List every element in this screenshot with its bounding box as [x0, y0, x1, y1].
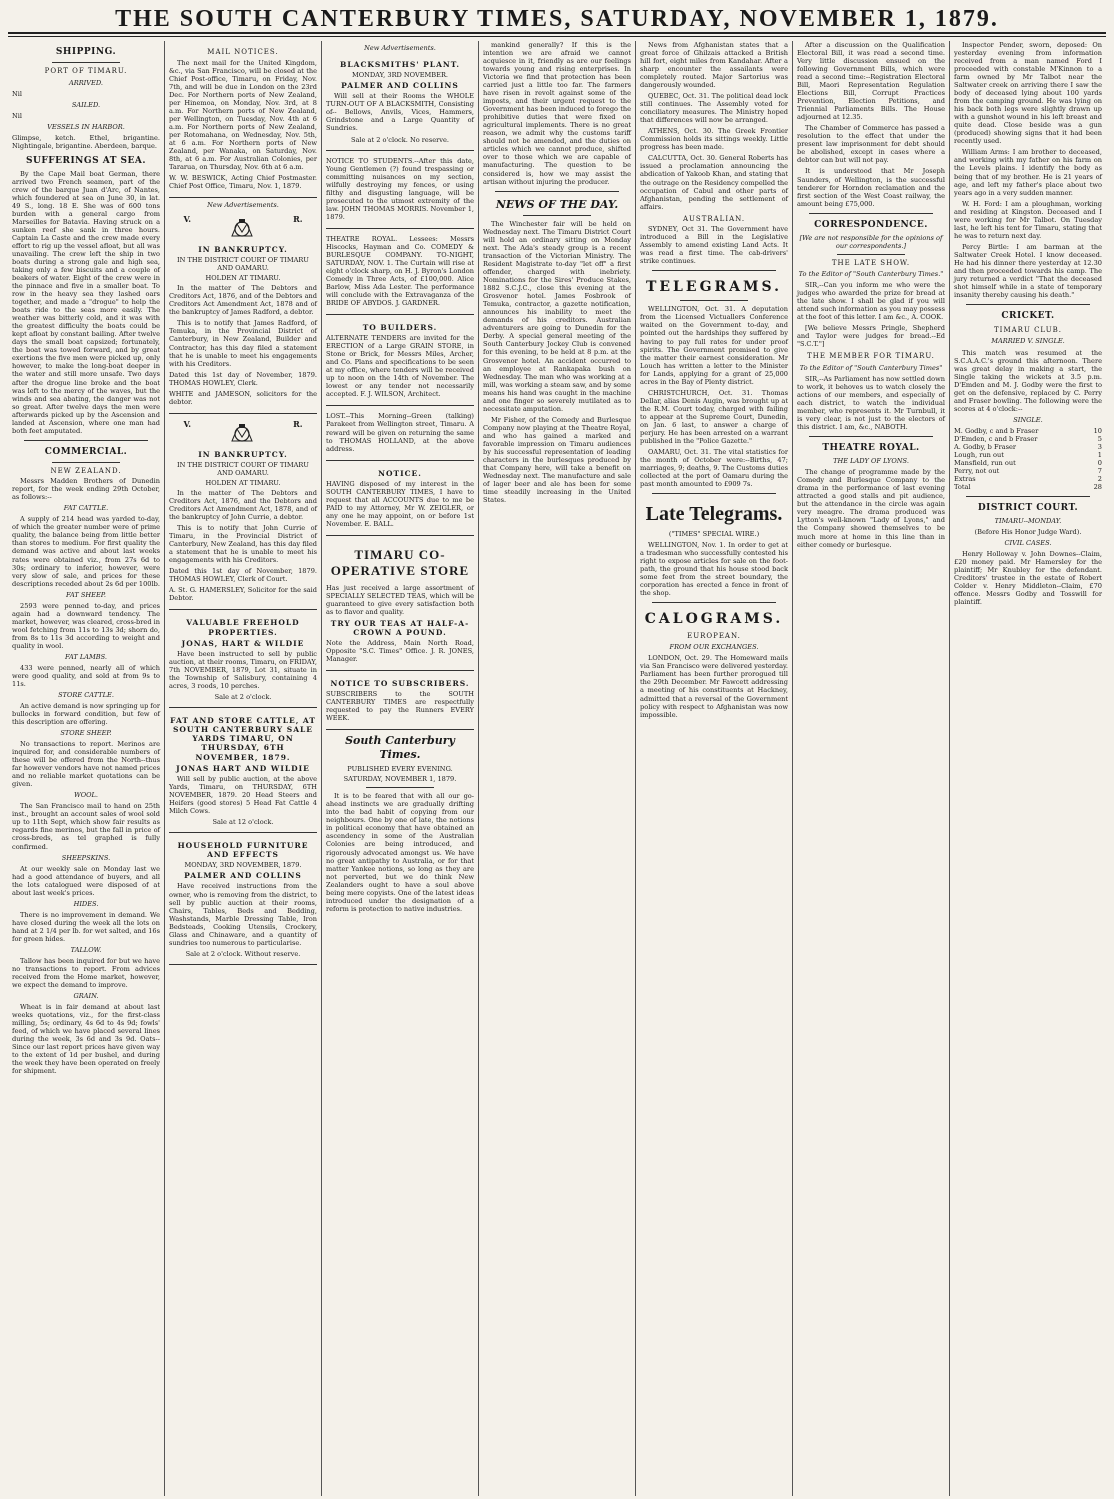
freehold-sale-time: Sale at 2 o'clock. — [214, 692, 272, 701]
late-show-reply: [We believe Messrs Pringle, Shepherd and Taylor were judges for bread.--Ed "S.C.T."] — [797, 324, 945, 349]
sailed-label: SAILED. — [71, 100, 101, 109]
arrived-value: Nil — [12, 89, 22, 98]
batsman-runs: 0 — [1097, 458, 1102, 467]
bankruptcy-1-solicitors: WHITE and JAMESON, solicitors for the debtor. — [169, 389, 317, 406]
score-list — [954, 427, 1102, 483]
household-auctioneers: PALMER AND COLLINS — [184, 871, 302, 881]
grain-heading: GRAIN. — [73, 992, 99, 1000]
students-notice-ad — [326, 154, 474, 229]
store-text: Has just received a large assortment of SPECIALLY SELECTED TEAS, which will be guaranteed to give every satisfaction both as to flavor and quality. — [326, 583, 474, 616]
bankruptcy-1-notice: This is to notify that James Radford, of Temuka, in the Provincial District of Canterbury, in New Zealand, Builder and Contractor, has this day filed a statement that he is unable to meet his engagements with his Creditors. — [169, 319, 317, 368]
score-row — [954, 451, 1102, 459]
oamaru-item: OAMARU, Oct. 31. The vital statistics for the month of October were:--Births, 47; marriages, 9; deaths, 9. The Customs duties collected at the port of Oamaru during the past month amounted to £909 7s. — [640, 447, 788, 489]
theatre-heading: THEATRE ROYAL. — [822, 443, 920, 454]
bankruptcy-1-heading: IN BANKRUPTCY. — [198, 245, 288, 255]
news-text-2: Mr Fisher, of the Comedy and Burlesque Company now playing at the Theatre Royal, and who has gained a marked and favorable impression on Timaru audiences by his successful representation of leading characters in the burlesques produced by that Company here, will take a benefit on Wednesday next. The manufacture and sale of lager beer and ale has been for some time steadily increasing in the United States. — [483, 415, 631, 505]
freehold-auctioneers: JONAS, HART & WILDIE — [181, 638, 305, 648]
australian-heading: AUSTRALIAN. — [682, 214, 746, 223]
royal-crest-icon — [227, 218, 257, 240]
late-show-to: To the Editor of "South Canterbury Times." — [798, 270, 944, 279]
bankruptcy-ad-1 — [169, 212, 317, 414]
columns — [8, 41, 1106, 1496]
notice-text: HAVING disposed of my interest in the SOUTH CANTERBURY TIMES, I have to request that all ACCOUNTS due to me be PAID to my Attorney, Mr W. ZEIGLER, or any one he may appoint, on or before 1st November. E. BALL. — [326, 479, 474, 528]
late-wellington-item: WELLINGTON, Nov. 1. In order to get at a tradesman who successfully contested his right to expose articles for sale on the foot-path, the ground that his house stood back some feet from the street boundary, the corporation has erected a fence in front of the shop. — [640, 540, 788, 597]
leader-article: It is to be feared that with all our go-ahead instincts we are gradually drifting into the bad habit of copying from our neighbours. One by one of late, the notions in political economy that have obtained an ascendency in some of the Australian Colonies are being introduced, and rigorously advocated amongst us. We have no great antipathy to Australia, or for that matter Yankee notions, so long as they are not perverted, but we do think New Zealanders ought to have a soul above being mere copyists. One of the latest ideas introduced under the designation of a reform is protection to native industries. — [326, 792, 474, 913]
batsman-name: Extras — [954, 474, 976, 483]
column-5 — [636, 41, 793, 1496]
notice-heading: NOTICE. — [378, 468, 422, 478]
column-6 — [793, 41, 950, 1496]
household-heading: HOUSEHOLD FURNITURE AND EFFECTS — [177, 841, 309, 860]
divider — [24, 440, 148, 441]
afghan-item: News from Afghanistan states that a great force of Ghilzais attacked a British hill fort, eight miles from Kandahar. After a sharp encounter the assailants were completely routed. Major Sartorius was dangerously wounded. — [640, 41, 788, 90]
divider — [680, 300, 748, 301]
tender-item: It is understood that Mr Joseph Saunders, of Wellington, is the successful tenderer for Horndon reclamation and the first section of the West Coast railway, the amount being £75,000. — [797, 167, 945, 208]
calcutta-item: CALCUTTA, Oct. 30. General Roberts has issued a proclamation announcing the abdication of Yakoob Khan, and stating that the outrage on the Residency compelled the occupation of Cabul and other parts of Afghanistan, pending the settlement of affairs. — [640, 154, 788, 211]
fat-cattle-text: A supply of 214 head was yarded to-day, of which the greater number were of prime quality, the balance being from little better than stores to medium. For first quality the demand was active and about last weeks rates were obtained viz., from 27s 6d to 30s; ordinary to inferior, however, were very slow of sale, and prices for these descriptions receded about 2s 6d per 100lb. — [12, 515, 160, 588]
vessels-list: Glimpse, ketch. Ethel, brigantine. Nightingale, brigantine. Aberdeen, barque. — [12, 133, 160, 150]
vr-r: R. — [293, 214, 303, 225]
store-heading: TIMARU CO-OPERATIVE STORE — [330, 546, 470, 578]
mail-heading: MAIL NOTICES. — [207, 48, 279, 56]
builders-heading: TO BUILDERS. — [362, 323, 438, 333]
masthead-title: THE SOUTH CANTERBURY TIMES, SATURDAY, NOVEMBER 1, 1879. — [8, 6, 1106, 34]
vr-r: R. — [293, 418, 303, 429]
divider — [966, 304, 1090, 305]
batsman-runs: 3 — [1097, 442, 1102, 451]
builders-ad — [326, 318, 474, 406]
new-ads-label: New Advertisements. — [207, 201, 279, 210]
bankruptcy-2-heading: IN BANKRUPTCY. — [198, 449, 288, 459]
divider — [809, 436, 933, 437]
inquest-arms: William Arms: I am brother to deceased, and working with my father on his farm on the Levels plains. I identify the body as being that of my brother. He is 21 years of age, and left my father's place about two years ago in a very sudden manner. — [954, 148, 1102, 197]
sea-article: By the Cape Mail boat German, there arrived two French seamen, part of the crew of the barque Juan d'Arc, of Nantes, which foundered at sea on June 30, in lat. 49 S., long. 18 E. She was of 600 tons burden with a general cargo from Marseilles for Batavia. Having struck on a sunken reef she sank in three hours. Captain La Caste and the crew made every effort to rig up the vessel afloat, but all was unavailing. The crew left the ship in two boats during a strong gale and high sea, taking only a few biscuits and a couple of beakers of water. Eight of the crew were in the pinnace and five in a smaller boat. To row in the heavy sea they lashed oars together, and made a "drogue" to help the boats ride to the seas more easily. The weather was bitterly cold, and it was with the greatest difficulty the boats could be kept afloat by constant bailing. After twelve days the small boat capsized; fortunately, the boat was towed forward, and by great exertions the five men were picked up, only however, to make the long-boat deeper in the water and still more unsafe. Two days after the drogue line broke and the boat was left to the mercy of the waves, but the winds and sea abating, the danger was not so great. After twelve days the men were afterwards picked up by the Ascension and landed at Ascension, where one man had both feet amputated. — [12, 169, 160, 435]
freehold-text: Have been instructed to sell by public auction, at their rooms, Timaru, on FRIDAY, 7th NOVEMBER, 1879, Lot 31, situate in the Township of Salisbury, containing 4 acres, 3 roods, 10 perches. — [169, 649, 317, 690]
court-sub: TIMARU--MONDAY. — [994, 517, 1062, 525]
late-telegrams-heading: Late Telegrams. — [645, 503, 783, 526]
freehold-heading: VALUABLE FREEHOLD PROPERTIES. — [186, 618, 300, 637]
calograms-heading: CALOGRAMS. — [644, 610, 784, 627]
correspondence-note: [We are not responsible for the opinions of our correspondents.] — [799, 233, 943, 250]
masthead-rule — [8, 34, 1106, 37]
mail-notices-ad — [169, 41, 317, 198]
batsman-name: Lough, run out — [954, 450, 1004, 459]
divider — [652, 493, 776, 494]
co-op-store-ad — [326, 539, 474, 671]
wool-text: The San Francisco mail to hand on 25th inst., brought an account sales of wool sold up to 11th Sept, which show fair results as regards fine merinos, but the fall in price of cross-breds, as tel graphed is fully confirmed. — [12, 802, 160, 851]
batsman-runs: 1 — [1097, 450, 1102, 459]
court-heading: DISTRICT COURT. — [977, 503, 1079, 514]
fat-store-sale-time: Sale at 12 o'clock. — [212, 817, 274, 826]
correspondence-heading: CORRESPONDENCE. — [814, 219, 928, 230]
divider — [52, 462, 120, 463]
bankruptcy-ad-2 — [169, 417, 317, 611]
theatre-review: The change of programme made by the Comedy and Burlesque Company to the drama in the performance of last evening attracted a good stalls and pit audience, but the attendance in the circle was again very meagre. The drama produced was Lytton's well-known "Lady of Lyons," and the Company showed themselves to be much more at home in this line than in either comedy or burlesque. — [797, 468, 945, 549]
lyons-heading: THE LADY OF LYONS. — [833, 457, 909, 466]
court-before: (Before His Honor Judge Ward). — [974, 528, 1082, 537]
divider — [837, 254, 905, 255]
bankruptcy-2-solicitor: A. St. G. HAMERSLEY, Solicitor for the said Debtor. — [169, 586, 317, 603]
store-cattle-text: An active demand is now springing up for bullocks in forward condition, but few of this description are offering. — [12, 702, 160, 727]
divider — [966, 496, 1090, 497]
blacksmith-ad — [326, 55, 474, 151]
column-3 — [322, 41, 479, 1496]
qualification-item: After a discussion on the Qualification Electoral Bill, it was read a second time. Very little discussion ensued on the following Government Bills, which were read a second time:--Registration Electoral Bill, Maori Representation Regulation Elections Bill, Corrupt Practices Prevention, Election Petitions, and Triennial Parliaments Bills. The House adjourned at 12.35. — [797, 41, 945, 122]
chamber-item: The Chamber of Commerce has passed a resolution to the effect that under the present law imprisonment for debt should be abolished, except in cases where a debtor can but will not pay. — [797, 124, 945, 165]
bankruptcy-1-court: IN THE DISTRICT COURT OF TIMARU AND OAMARU. — [177, 256, 309, 273]
sheepskins-heading: SHEEPSKINS. — [61, 853, 111, 862]
divider — [495, 191, 619, 192]
household-text: Have received instructions from the owner, who is removing from the district, to sell by public auction at their rooms, Chairs, Tables, Beds and Bedding, Washstands, Marble Dressing Table, Iron Bedsteads, Cooking Utensils, Crockery, Glass and Chinaware, and a quantity of sundries too numerous to particularise. — [169, 882, 317, 947]
column-7 — [950, 41, 1106, 1496]
arrived-label: ARRIVED. — [68, 78, 104, 87]
batsman-runs: 10 — [1093, 426, 1102, 435]
tallow-text: Tallow has been inquired for but we have no transactions to report. From advices received from the Home market, however, we expect the demand to improve. — [12, 956, 160, 989]
freehold-ad — [169, 613, 317, 708]
score-row — [954, 427, 1102, 435]
paper-name: South Canterbury Times. — [345, 734, 455, 761]
theatre-ad — [326, 232, 474, 315]
bankruptcy-1-text: In the matter of The Debtors and Creditors Act, 1876, and of the Debtors and Creditors Act Amendment Act, 1878 and of the bankruptcy of James Radford, a debtor. — [169, 284, 317, 317]
bankruptcy-2-text: In the matter of The Debtors and Creditors Act, 1876, and the Debtors and Creditors Act Amendment Act, 1878, and of the bankruptcy of John Currie, a debtor. — [169, 488, 317, 522]
late-show-heading: THE LATE SHOW. — [831, 258, 911, 267]
fat-store-text: Will sell by public auction, at the above Yards, Timaru, on THURSDAY, 6TH NOVEMBER, 1879. 20 Head Steers and Heifers (good stores) 5 Head Fat Cattle 4 Milch Cows. — [169, 774, 317, 815]
new-ads-label: New Advertisements. — [364, 44, 436, 52]
inquest-pender: Inspector Pender, sworn, deposed: On yesterday evening from information received from a man named Ford I proceeded with constable M'Kinnon to a farm owned by Mr Talbot near the Saltwater creek on arriving there I saw the body of deceased lying about 100 yards from the camping ground. He was lying on his back both legs were slightly drawn up with a gunshot wound in his left breast and quite dead. Close beside was a gun (produced) showing signs that it had been recently used. — [954, 41, 1102, 146]
fat-store-ad — [169, 711, 317, 833]
fat-sheep-text: 2593 were penned to-day, and prices again had a downward tendency. The market, however, was cleared, cross-bred in wool fetching from 11s to 13s 3d; shorn do, from 8s to 11s 3d according to weight and quality in wool. — [12, 601, 160, 650]
exchanges-label: FROM OUR EXCHANGES. — [669, 643, 759, 652]
news-text: The Winchester fair will be held on Wednesday next. The Timaru District Court will hold an ordinary sitting on Monday next. The Ada's steady group is a recent transaction of the Victorian Ministry. The Resident Magistrate to-day "let off" a first offender, charged with inebriety. Nominations for the Sires' Produce Stakes, 1882 S.C.J.C., close this evening at the Grosvenor hotel. James Fosbrook of Temuka, contractor, a gazette notification, announces his inability to meet the demands of his creditors. Australian adventurers are going to Dunedin for the Derby. A special general meeting of the South Canterbury Jockey Club is convened for this evening, to be held at 8 p.m. at the Grosvenor hotel. An accident occurred to an employee at Rankapaka bush on Wednesday. The man who was working at a mill, was working a steam saw, and by some means his hand was caught in the machine and one finger so severely mutilated as to necessitate amputation. — [483, 219, 631, 413]
telegrams-heading: TELEGRAMS. — [645, 279, 783, 296]
vessels-label: VESSELS IN HARBOR. — [47, 122, 125, 131]
total-runs: 28 — [1093, 483, 1102, 491]
athens-item: ATHENS, Oct. 30. The Greek Frontier Commission holds its sittings weekly. Little progress has been made. — [640, 127, 788, 152]
fat-store-heading: FAT AND STORE CATTLE, AT SOUTH CANTERBURY SALE YARDS TIMARU, ON THURSDAY, 6TH NOVEMBER, 1879. — [170, 715, 316, 762]
member-heading: THE MEMBER FOR TIMARU. — [807, 352, 935, 361]
sailed-value: Nil — [12, 111, 22, 120]
member-to: To the Editor of "South Canterbury Times" — [799, 364, 943, 372]
civil-cases: Henry Holloway v. John Downes--Claim, £20 money paid. Mr Hamersley for the plaintiff; Mr Knubley for the defendant. Creditors' trustee in the estate of Robert Colder v. Henry Middleton--Claim, £70 offence. Messrs Godby and Tosswill for plaintiff. — [954, 550, 1102, 607]
divider — [652, 602, 776, 603]
score-row — [954, 467, 1102, 475]
household-date: MONDAY, 3RD NOVEMBER, 1879. — [184, 861, 302, 870]
store-cattle-heading: STORE CATTLE. — [58, 690, 114, 699]
store-sheep-heading: STORE SHEEP. — [60, 729, 112, 738]
wool-heading: WOOL. — [73, 791, 99, 800]
member-letter: SIR,--As Parliament has now settled down to work, it behoves us to watch closely the actions of our members, and especially of each district, to watch the individual member, who represents it. Mr Turnbull, it is very clear, is not just to the electors of this district. I am, &c., NABOTH. — [797, 375, 946, 432]
tallow-heading: TALLOW. — [70, 945, 102, 954]
single-heading: SINGLE. — [1013, 415, 1043, 424]
bankruptcy-2-notice: This is to notify that John Currie of Timaru, in the Provincial District of Canterbury, New Zealand, has this day filed a statement that he is unable to meet his engagements with his Creditors. — [169, 524, 317, 565]
match-heading: MARRIED V. SINGLE. — [991, 337, 1065, 346]
batsman-runs: 7 — [1097, 466, 1102, 475]
christchurch-item: CHRISTCHURCH, Oct. 31. Thomas Dellar, alias Denis Augin, was brought up at the R.M. Court today, charged with failing to appear at the Supreme Court, Dunedin, on Jan. 6 last, to answer a charge of perjury. He has been arrested on a warrant published in the "Police Gazette." — [640, 388, 788, 445]
mail-text: The next mail for the United Kingdom, &c., via San Francisco, will be closed at the Chief Post-office, Timaru, on Friday, Nov. 7th, and will be due in London on the 23rd Dec. For Northern ports of New Zealand, per Hinemoa, on Monday, Nov. 3rd, at 8 a.m. For Northern ports of New Zealand, per Wellington, on Tuesday, Nov. 4th at 6 a.m. For Northern ports of New Zealand, per Rotomahana, on Wednesday, Nov. 5th, at 6 a.m. For Northern ports of New Zealand, per Wanaka, on Saturday, Nov. 8th, at 6 a.m. For Australian Colonies, per Tararua, on Thursday, Nov. 6th at 6 a.m. — [169, 58, 317, 171]
score-row — [954, 443, 1102, 451]
subscribers-text: SUBSCRIBERS to the SOUTH CANTERBURY TIMES are respectfully requested to pay the Runners EVERY WEEK. — [326, 690, 474, 723]
bankruptcy-2-holden: HOLDEN AT TIMARU. — [205, 478, 281, 487]
european-heading: EUROPEAN. — [687, 631, 741, 640]
lost-ad — [326, 409, 474, 460]
cricket-report: This match was resumed at the S.C.A.A.C.'s ground this afternoon. There was great delay in making a start, the Single taking the wickets at 3.5 p.m. D'Emden and M. J. Godby were the first to get on the defensive, replaced by C. Perry and Fraser bowling. The following were the scores at 4 o'clock:-- — [954, 348, 1102, 413]
fat-lambs-text: 433 were penned, nearly all of which were good quality, and sold at from 9s to 11s. — [12, 663, 160, 688]
paper-date: SATURDAY, NOVEMBER 1, 1879. — [343, 775, 457, 784]
sydney-item: SYDNEY, Oct 31. The Government have introduced a Bill in the Legislative Assembly to amend existing Land Acts. It was read a first time. The cab-drivers' strike continues. — [640, 225, 788, 266]
builders-text: ALTERNATE TENDERS are invited for the ERECTION of a Large GRAIN STORE, in Stone or Brick, for Messrs Miles, Archer, and Co. Plans and specifications to be seen at my office, where tenders will be received up to noon on the 14th of November. The lowest or any tender not necessarily accepted. F. J. WILSON, Architect. — [326, 334, 474, 399]
fat-lambs-heading: FAT LAMBS. — [64, 652, 107, 661]
bankruptcy-1-date: Dated this 1st day of November, 1879. THOMAS HOWLEY, Clerk. — [169, 370, 317, 387]
blacksmith-auctioneers: PALMER AND COLLINS — [341, 81, 459, 91]
vr-v: V. — [183, 418, 192, 429]
teas-heading: TRY OUR TEAS AT HALF-A-CROWN A POUND. — [330, 618, 470, 637]
mail-signoff: W. W. BESWICK, Acting Chief Postmaster. Chief Post Office, Timaru, Nov. 1, 1879. — [169, 173, 317, 190]
inquest-ford: W. H. Ford: I am a ploughman, working and residing at Kingston. Deceased and I were working for Mr Talbot. On Tuesday last, he left his tent for Timaru, stating that he was to return next day. — [954, 199, 1102, 240]
quebec-item: QUEBEC, Oct. 31. The political dead lock still continues. The Assembly voted for conciliatory measures. The Ministry hoped that differences will now be arranged. — [640, 92, 788, 125]
theatre-notice: THEATRE ROYAL. Lessees: Messrs Hiscocks, Hayman and Co. COMEDY & BURLESQUE COMPANY. TO-NIGHT, SATURDAY, NOV. 1. The Curtain will rise at eight o'clock sharp, on H. J. Byron's London Comedy in Three Acts, of £100,000. Alice Barlow, Miss Ada Lester. The performance will conclude with the Extravaganza of the BRIDE OF ABYDOS. J. GARDNER. — [326, 234, 474, 308]
household-ad — [169, 836, 317, 965]
blacksmith-text: Will sell at their Rooms the WHOLE TURN-OUT OF A BLACKSMITH, Consisting of-- Bellows, Anvils, Vices, Hammers, Grindstone and a Large Quantity of Sundries. — [326, 92, 474, 133]
blacksmith-date: MONDAY, 3RD NOVEMBER. — [351, 71, 449, 80]
leader-continued: mankind generally? If this is the intention we are afraid we cannot acquiesce in it, friendly as are our feelings towards young and rising enterprises. In Victoria we find that protection has been carried just a little too far. The farmers have risen in revolt against some of the imposts, and their urgent request to the Government has been induced to forego the prohibitive duties that were fixed on agricultural implements. There is no great reason, we admit why the customs tariff should not be amended, and the duties on articles which we cannot produce, shifted over to those which we are capable of manufacturing. The question to be considered is, how we may assist the artisan without injuring the producer. — [483, 41, 631, 186]
hides-text: There is no improvement in demand. We have closed during the week all the lots on hand at 2 1/4 per lb. for wet salted, and 16s for green hides. — [12, 910, 160, 943]
notice-ad — [326, 464, 474, 536]
divider — [523, 215, 591, 216]
fat-store-auctioneers: JONAS HART AND WILDIE — [176, 763, 310, 773]
subscribers-ad — [326, 674, 474, 730]
shipping-heading: SHIPPING. — [55, 47, 117, 57]
bankruptcy-1-holden: HOLDEN AT TIMARU. — [205, 274, 281, 283]
late-telegrams-sub: ("TIMES" SPECIAL WIRE.) — [668, 530, 760, 539]
blacksmith-heading: BLACKSMITHS' PLANT. — [340, 60, 460, 70]
blacksmith-sale: Sale at 2 o'clock. No reserve. — [350, 135, 449, 144]
score-row — [954, 435, 1102, 443]
port-heading: PORT OF TIMARU. — [44, 66, 128, 75]
divider — [366, 787, 434, 788]
column-1 — [8, 41, 165, 1496]
fat-cattle-heading: FAT CATTLE. — [63, 504, 109, 513]
column-2 — [165, 41, 322, 1496]
batsman-runs: 2 — [1097, 474, 1102, 483]
late-show-letter: SIR,--Can you inform me who were the judges who awarded the prize for bread at the late show. I shall be glad if you will attend such information as you may possess at the foot of this letter. I am &c., A. COOK. — [797, 281, 945, 322]
sheepskins-text: At our weekly sale on Monday last we had a good attendance of buyers, and all the lots catalogued were disposed of at about last week's prices. — [12, 864, 160, 897]
divider — [809, 213, 933, 214]
teas-text: Note the Address, Main North Road, Opposite "S.C. Times" Office. J. R. JONES, Manager. — [326, 639, 474, 664]
batsman-name: Mansfield, run out — [954, 458, 1016, 467]
score-total — [954, 483, 1102, 491]
store-sheep-text: No transactions to report. Merinos are inquired for, and considerable numbers of these will be offered from the North--thus far however vendors have not named prices and no reliable market quotations can be given. — [12, 740, 160, 789]
news-heading: NEWS OF THE DAY. — [495, 197, 619, 211]
total-label: Total — [954, 483, 971, 491]
inquest-birtle: Percy Birtle: I am barman at the Saltwater Creek Hotel. I know deceased. He had his dinner there yesterday at 12.30 and then proceeded towards his camp. The jury returned a verdict "That the deceased shot himself while in a state of temporary insanity thereby causing his death." — [954, 242, 1102, 299]
grain-text: Wheat is in fair demand at about last weeks quotations, viz., for the first-class milling, 5s; ordinary, 4s 6d to 4s 9d; fowls' feed, of which we have placed several lines during the week, 3s 6d and 3s 9d. Oats--Since our last report prices have given way to the extent of 1d per bushel, and during the week they have been operated on freely for shipment. — [12, 1003, 160, 1076]
fat-sheep-heading: FAT SHEEP. — [66, 590, 106, 599]
score-row — [954, 459, 1102, 467]
civil-heading: CIVIL CASES. — [1004, 539, 1052, 548]
wellington-item: WELLINGTON, Oct. 31. A deputation from the Licensed Victuallers Conference waited on the Government to-day, and pointed out the hardships they suffered by having to pay full rates for under proof spirits. The Government promised to give the matter their earnest consideration. Mr Louch has written a letter to the Minister for Lands, applying for a grant of 25,000 acres in the Bay of Plenty district. — [640, 305, 788, 386]
batsman-name: M. Godby, c and b Fraser — [954, 426, 1039, 435]
batsman-name: Perry, not out — [954, 466, 1000, 475]
lost-text: LOST.--This Morning--Green (talking) Parakeet from Wellington street, Timaru. A reward will be given on returning the same to THOMAS HOLLAND, at the above address. — [326, 412, 474, 453]
commercial-heading: COMMERCIAL. — [44, 446, 128, 457]
cricket-heading: CRICKET. — [1001, 310, 1055, 321]
students-notice: NOTICE TO STUDENTS.--After this date, Young Gentlemen (?) found trespassing or committing nuisances on my section, wilfully destroying my fences, or using filthy and disgusting language, will be prosecuted to the utmost extremity of the law. JOHN THOMAS MORRIS. November 1, 1879. — [326, 156, 474, 221]
london-item: LONDON, Oct. 29. The Homeward mails via San Francisco were delivered yesterday. Parliament has been further prorogued till the 29th December. Mr Fawcett addressing a meeting of his constituents at Hackney, admitted that a reversal of the Government policy with respect to Afghanistan was now impossible. — [640, 654, 788, 719]
sea-heading: SUFFERINGS AT SEA. — [25, 155, 147, 166]
batsman-name: A. Godby, b Fraser — [954, 442, 1017, 451]
bankruptcy-2-court: IN THE DISTRICT COURT OF TIMARU AND OAMARU. — [177, 460, 309, 477]
bankruptcy-2-date: Dated this 1st day of November, 1879. THOMAS HOWLEY, Clerk of Court. — [169, 567, 317, 584]
score-row — [954, 475, 1102, 483]
divider — [652, 270, 776, 271]
household-sale-time: Sale at 2 o'clock. Without reserve. — [185, 949, 301, 958]
club-heading: TIMARU CLUB. — [994, 325, 1062, 334]
vr-v: V. — [183, 214, 192, 225]
nz-heading: NEW ZEALAND. — [50, 466, 122, 475]
nz-intro: Messrs Madden Brothers of Dunedin report, for the week ending 29th October, as follows:-- — [12, 477, 160, 502]
hides-heading: HIDES. — [73, 899, 99, 908]
published-label: PUBLISHED EVERY EVENING. — [347, 765, 453, 774]
divider — [52, 62, 120, 63]
subscribers-heading: NOTICE TO SUBSCRIBERS. — [330, 679, 470, 689]
batsman-runs: 5 — [1097, 434, 1102, 443]
column-4 — [479, 41, 636, 1496]
batsman-name: D'Emden, c and b Fraser — [954, 434, 1038, 443]
royal-crest-icon — [227, 423, 257, 445]
